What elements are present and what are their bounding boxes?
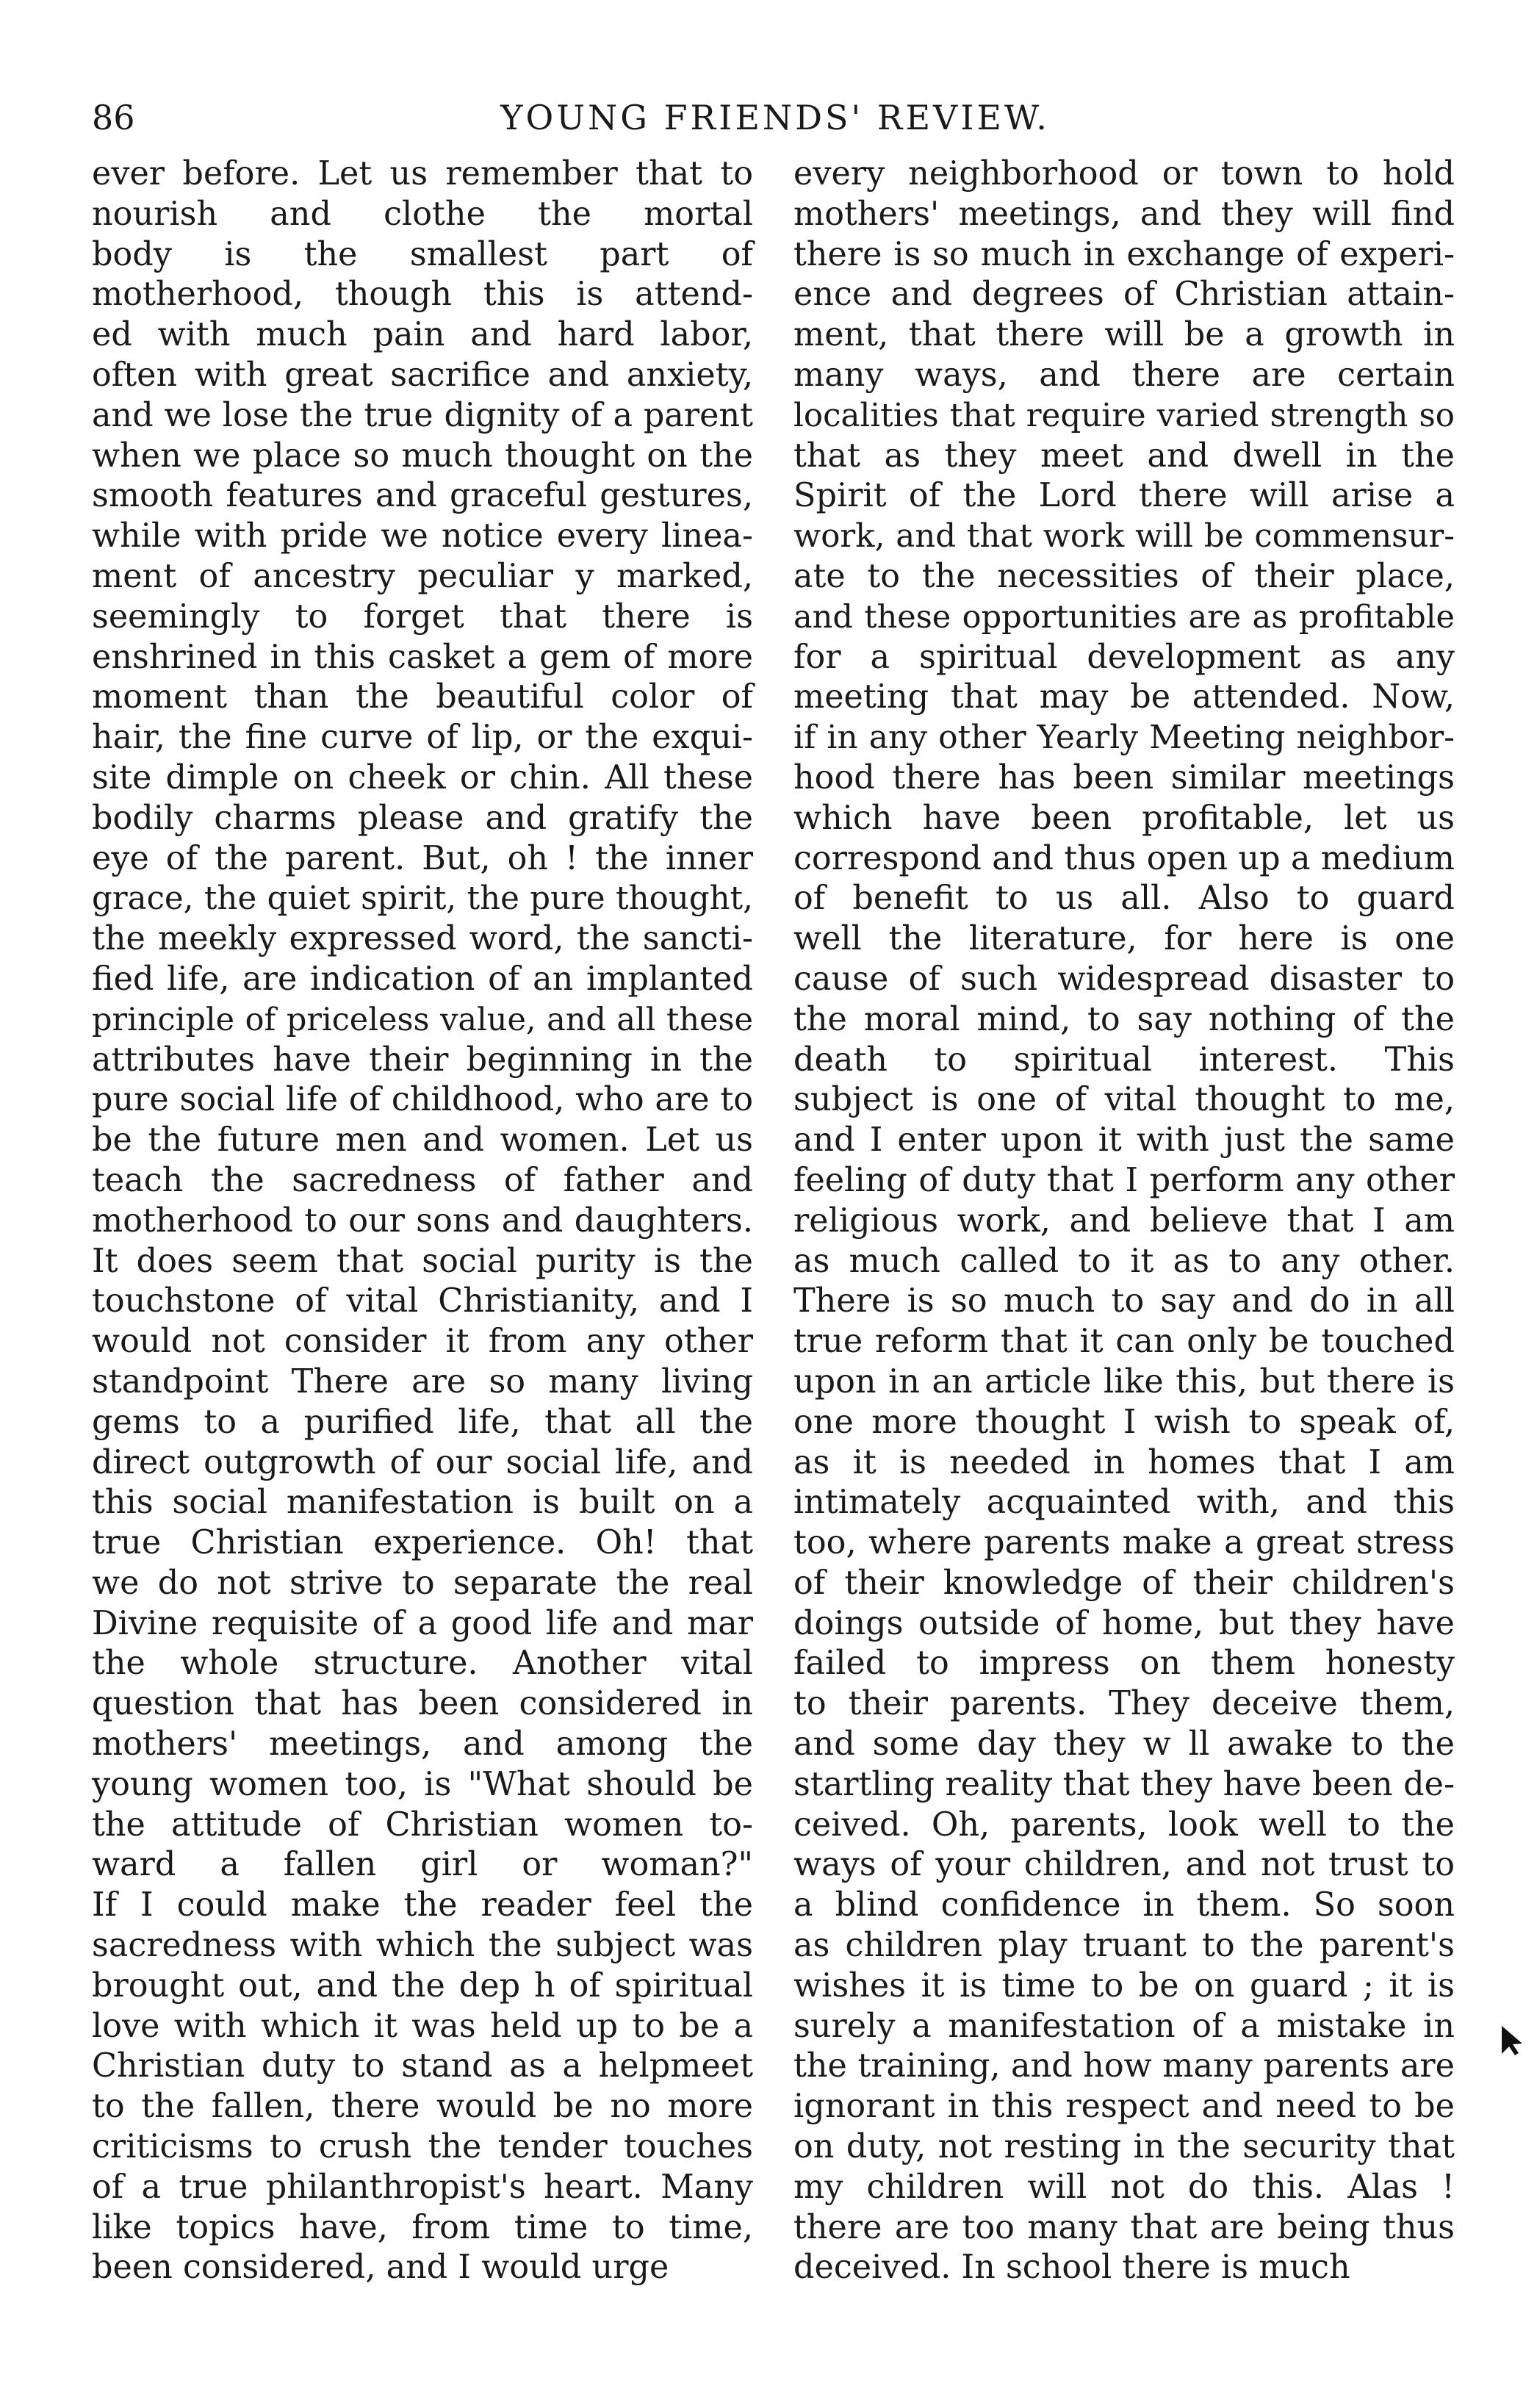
text-line: religious work, and believe that I am <box>793 1201 1455 1240</box>
text-line: which have been profitable, let us <box>793 799 1455 837</box>
text-line: criticisms to crush the tender touches <box>92 2128 753 2166</box>
text-line: a blind confidence in them. So soon <box>793 1886 1455 1924</box>
text-line: well the literature, for here is one <box>793 920 1455 958</box>
text-line: subject is one of vital thought to me, <box>793 1081 1455 1119</box>
text-line: It does seem that social purity is the <box>92 1242 753 1280</box>
text-line: been considered, and I would urge <box>92 2249 669 2287</box>
text-line: localities that require varied strength so <box>793 397 1455 434</box>
text-line: deceived. In school there is much <box>793 2249 1350 2287</box>
text-line: intimately acquainted with, and this <box>793 1484 1455 1522</box>
text-line: the whole structure. Another vital <box>92 1645 753 1683</box>
text-line: body is the smallest part of <box>92 235 753 273</box>
page-header <box>92 88 1458 147</box>
text-line: of a true philanthropist's heart. Many <box>92 2168 753 2206</box>
text-line: and we lose the true dignity of a parent <box>92 396 753 434</box>
text-line: this social manifestation is built on a <box>92 1484 753 1522</box>
text-line: to the fallen, there would be no more <box>92 2088 753 2126</box>
text-line: for a spiritual development as any <box>793 638 1455 676</box>
text-line: startling reality that they have been de- <box>793 1765 1455 1803</box>
text-line: touchstone of vital Christianity, and I <box>92 1282 753 1320</box>
text-line: hair, the fine curve of lip, or the exqui- <box>92 719 753 757</box>
page-number: 86 <box>92 98 135 137</box>
text-line: fied life, are indication of an implanted <box>92 960 753 998</box>
text-line: as it is needed in homes that I am <box>793 1443 1455 1481</box>
text-line: young women too, is "What should be <box>92 1765 753 1803</box>
text-line: teach the sacredness of father and <box>92 1161 753 1199</box>
text-line: mothers' meetings, and they will find <box>793 195 1455 233</box>
text-line: ways of your children, and not trust to <box>793 1846 1455 1884</box>
text-line: hood there has been similar meetings <box>793 758 1455 797</box>
text-line: to their parents. They deceive them, <box>793 1685 1455 1723</box>
text-line: every neighborhood or town to hold <box>793 155 1455 193</box>
text-line: upon in an article like this, but there is <box>793 1362 1455 1401</box>
right-column <box>793 154 1455 2288</box>
text-line: meeting that may be attended. Now, <box>793 678 1455 716</box>
text-line: the meekly expressed word, the sancti- <box>92 920 753 958</box>
text-line: the moral mind, to say nothing of the <box>793 1000 1455 1038</box>
text-line: correspond and thus open up a medium <box>793 839 1455 877</box>
text-line: cause of such widespread disaster to <box>793 960 1455 998</box>
text-line: as children play truant to the parent's <box>793 1927 1455 1965</box>
text-line: ment, that there will be a growth in <box>793 316 1455 354</box>
text-line: of their knowledge of their children's <box>793 1564 1455 1602</box>
text-line: seemingly to forget that there is <box>92 597 753 636</box>
text-line: standpoint There are so many living <box>92 1362 753 1401</box>
text-line: would not consider it from any other <box>92 1323 753 1361</box>
text-line: too, where parents make a great stress <box>793 1524 1455 1562</box>
text-line: sacredness with which the subject was <box>92 1927 753 1965</box>
text-line: motherhood to our sons and daughters. <box>92 1201 753 1240</box>
text-line: moment than the beautiful color of <box>92 678 753 716</box>
text-line: like topics have, from time to time, <box>92 2208 753 2246</box>
text-line: work, and that work will be commensur- <box>793 518 1455 556</box>
text-line: the attitude of Christian women to- <box>92 1805 753 1844</box>
text-line: as much called to it as to any other. <box>793 1242 1455 1280</box>
text-line: question that has been considered in <box>92 1685 753 1723</box>
text-line: failed to impress on them honesty <box>793 1645 1455 1683</box>
text-line: ment of ancestry peculiar y marked, <box>92 557 753 595</box>
text-line: ate to the necessities of their place, <box>793 557 1455 595</box>
text-line: ceived. Oh, parents, look well to the <box>793 1805 1455 1844</box>
text-line: be the future men and women. Let us <box>92 1121 753 1160</box>
text-line: direct outgrowth of our social life, and <box>92 1443 753 1481</box>
text-line: ever before. Let us remember that to <box>92 155 753 193</box>
text-line: many ways, and there are certain <box>793 356 1455 394</box>
running-title: YOUNG FRIENDS' REVIEW. <box>500 98 1050 137</box>
text-line: and I enter upon it with just the same <box>793 1121 1455 1160</box>
text-line: mothers' meetings, and among the <box>92 1725 753 1764</box>
text-line: one more thought I wish to speak of, <box>793 1403 1455 1441</box>
text-line: site dimple on cheek or chin. All these <box>92 758 753 797</box>
pointer-triangle-icon <box>1499 2024 1525 2057</box>
text-line: true reform that it can only be touched <box>793 1323 1455 1361</box>
text-line: if in any other Yearly Meeting neighbor- <box>793 719 1455 757</box>
text-line: gems to a purified life, that all the <box>92 1403 753 1441</box>
text-line: and these opportunities are as profitable <box>793 598 1455 636</box>
text-line: ignorant in this respect and need to be <box>793 2088 1455 2126</box>
text-line: death to spiritual interest. This <box>793 1041 1455 1079</box>
text-line: principle of priceless value, and all these <box>92 1001 753 1038</box>
left-column <box>92 154 753 2288</box>
text-line: love with which it was held up to be a <box>92 2007 753 2045</box>
text-line: feeling of duty that I perform any other <box>793 1161 1455 1199</box>
text-line: when we place so much thought on the <box>92 436 753 475</box>
text-line: my children will not do this. Alas ! <box>793 2168 1455 2206</box>
text-line: we do not strive to separate the real <box>92 1564 753 1602</box>
text-line: that as they meet and dwell in the <box>793 436 1455 475</box>
text-line: on duty, not resting in the security that <box>793 2128 1455 2166</box>
text-line: surely a manifestation of a mistake in <box>793 2007 1455 2045</box>
text-line: often with great sacrifice and anxiety, <box>92 356 753 394</box>
text-line: enshrined in this casket a gem of more <box>92 638 753 676</box>
text-line: there are too many that are being thus <box>793 2208 1455 2246</box>
text-line: Christian duty to stand as a helpmeet <box>92 2047 753 2085</box>
text-line: ward a fallen girl or woman?" <box>92 1846 753 1884</box>
text-line: brought out, and the dep h of spiritual <box>92 1966 753 2005</box>
text-line: There is so much to say and do in all <box>793 1282 1455 1320</box>
text-line: the training, and how many parents are <box>793 2047 1455 2085</box>
text-line: attributes have their beginning in the <box>92 1041 753 1079</box>
text-line: there is so much in exchange of experi- <box>793 235 1455 273</box>
text-line: grace, the quiet spirit, the pure thought, <box>92 880 753 918</box>
text-line: wishes it is time to be on guard ; it is <box>793 1966 1455 2005</box>
text-line: pure social life of childhood, who are to <box>92 1081 753 1119</box>
text-line: while with pride we notice every linea- <box>92 517 753 556</box>
text-line: smooth features and graceful gestures, <box>92 477 753 515</box>
text-line: Divine requisite of a good life and mar <box>92 1604 753 1642</box>
text-line: ed with much pain and hard labor, <box>92 316 753 354</box>
text-line: true Christian experience. Oh! that <box>92 1524 753 1562</box>
text-line: nourish and clothe the mortal <box>92 195 753 233</box>
text-line: ence and degrees of Christian attain- <box>793 276 1455 314</box>
text-line: of benefit to us all. Also to guard <box>793 880 1455 918</box>
text-line: doings outside of home, but they have <box>793 1604 1455 1642</box>
text-line: Spirit of the Lord there will arise a <box>793 477 1455 515</box>
text-line: eye of the parent. But, oh ! the inner <box>92 839 753 877</box>
text-line: bodily charms please and gratify the <box>92 799 753 837</box>
text-line: motherhood, though this is attend- <box>92 276 753 314</box>
text-line: and some day they w ll awake to the <box>793 1725 1455 1764</box>
text-line: If I could make the reader feel the <box>92 1886 753 1924</box>
